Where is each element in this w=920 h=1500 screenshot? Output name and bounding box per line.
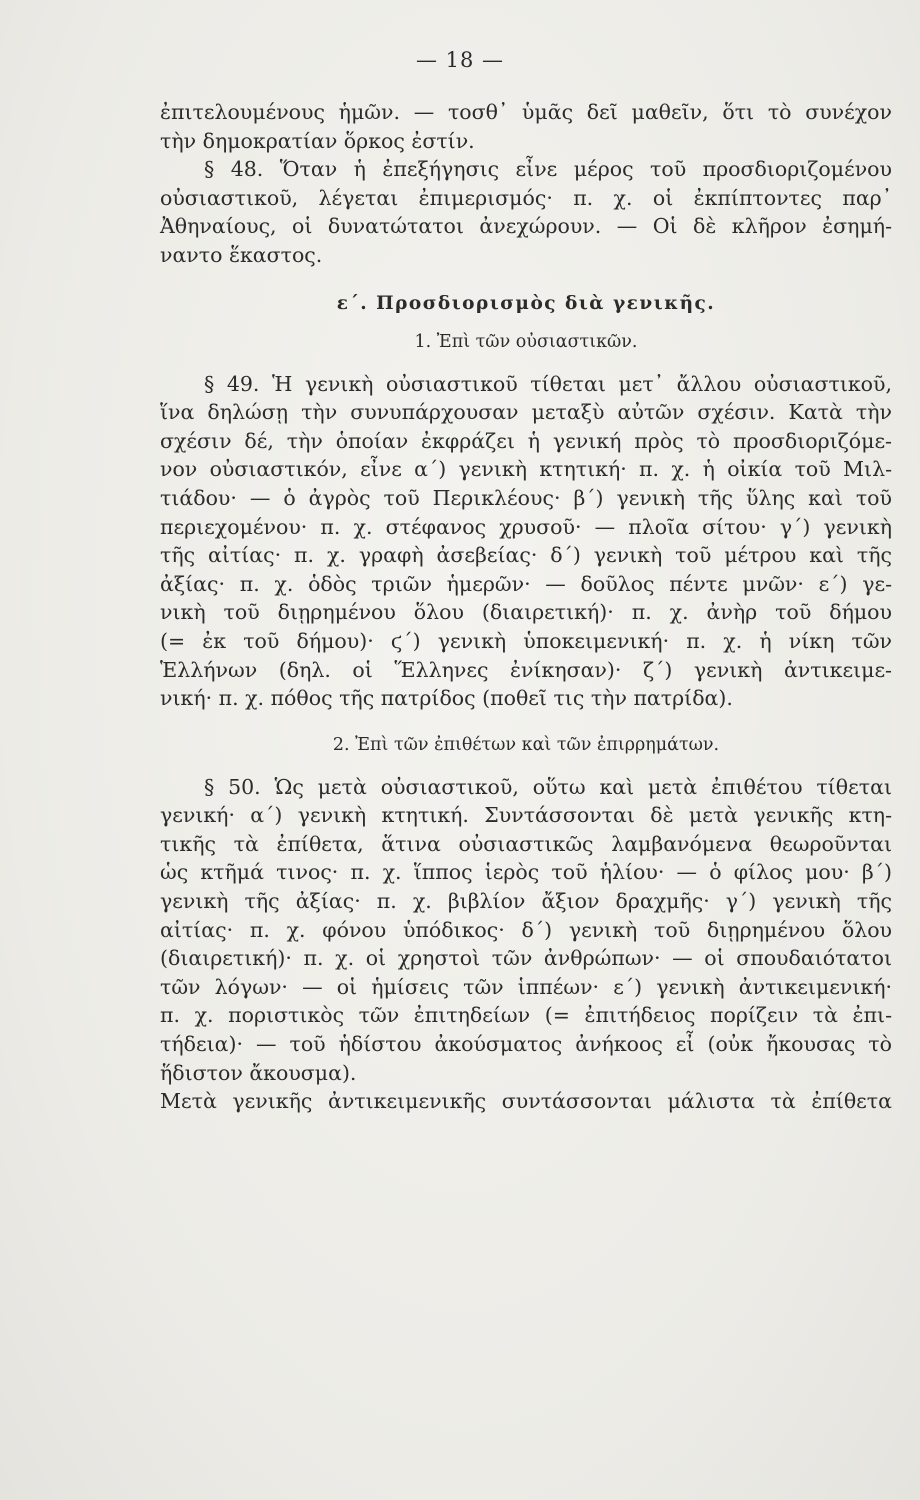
text-line: τὴν δημοκρατίαν ὅρκος ἐστίν. <box>160 128 475 153</box>
text-line: π. χ. ποριστικὸς τῶν ἐπιτηδείων (= ἐπιτήδειος πορίζειν τὰ ἐπι- <box>160 1003 892 1028</box>
text-line: τιάδου· — ὁ ἀγρὸς τοῦ Περικλέους· β΄) γενικὴ τῆς ὕλης καὶ τοῦ <box>160 485 892 510</box>
text-line: γενικὴ τῆς ἀξίας· π. χ. βιβλίον ἄξιον δραχμῆς· γ΄) γενικὴ τῆς <box>160 889 892 914</box>
chapter-heading: ε΄. Προσδιορισμὸς διὰ γενικῆς. <box>336 292 716 314</box>
subheading-2: 2. Ἐπὶ τῶν ἐπιθέτων καὶ τῶν ἐπιρρημάτων. <box>332 734 720 755</box>
text-line: νική· π. χ. πόθος τῆς πατρίδος (ποθεῖ τις τὴν πατρίδα). <box>160 686 733 711</box>
text-line: γενική· α΄) γενικὴ κτητική. Συντάσσονται δὲ μετὰ γενικῆς κτη- <box>160 803 892 828</box>
text-line: σχέσιν δέ, τὴν ὁποίαν ἐκφράζει ἡ γενική πρὸς τὸ προσδιοριζόμε- <box>160 428 892 453</box>
section-49-line: § 49. Ἡ γενικὴ οὐσιαστικοῦ τίθεται μετ᾽ ἄλλου οὐσιαστικοῦ, <box>204 371 892 396</box>
text-line: (= ἐκ τοῦ δήμου)· ϛ΄) γενικὴ ὑποκειμενική· π. χ. ἡ νίκη τῶν <box>160 628 892 653</box>
text-line: νον οὐσιαστικόν, εἶνε α΄) γενικὴ κτητική· π. χ. ἡ οἰκία τοῦ Μιλ- <box>160 457 892 482</box>
text-line: ὡς κτῆμά τινος· π. χ. ἵππος ἱερὸς τοῦ ἡλίου· — ὁ φίλος μου· β΄) <box>160 860 892 885</box>
text-line: τήδεια)· — τοῦ ἡδίστου ἀκούσματος ἀνήκοος εἶ (οὐκ ἤκουσας τὸ <box>160 1032 892 1057</box>
text-line: αἰτίας· π. χ. φόνου ὑπόδικος· δ΄) γενικὴ τοῦ διῃρημένου ὅλου <box>160 917 892 942</box>
text-line: ἵνα δηλώσῃ τὴν συνυπάρχουσαν μεταξὺ αὐτῶν σχέσιν. Κατὰ τὴν <box>160 400 892 425</box>
text-line: νικὴ τοῦ διῃρημένου ὅλου (διαιρετική)· π. χ. ἀνὴρ τοῦ δήμου <box>160 600 892 625</box>
text-line: οὐσιαστικοῦ, λέγεται ἐπιμερισμός· π. χ. οἱ ἐκπίπτοντες παρ᾽ <box>160 185 892 210</box>
text-line: τικῆς τὰ ἐπίθετα, ἅτινα οὐσιαστικῶς λαμβανόμενα θεωροῦνται <box>160 831 892 856</box>
text-line: τῶν λόγων· — οἱ ἡμίσεις τῶν ἱππέων· ε΄) γενικὴ ἀντικειμενική· <box>160 974 892 999</box>
text-line: (διαιρετική)· π. χ. οἱ χρηστοὶ τῶν ἀνθρώπων· — οἱ σπουδαιότατοι <box>160 946 892 971</box>
text-line: ἐπιτελουμένους ἡμῶν. — τοσθ᾽ ὑμᾶς δεῖ μαθεῖν, ὅτι τὸ συνέχον <box>160 100 892 124</box>
text-line: τῆς αἰτίας· π. χ. γραφὴ ἀσεβείας· δ΄) γενικὴ τοῦ μέτρου καὶ τῆς <box>160 543 892 568</box>
text-line: περιεχομένου· π. χ. στέφανος χρυσοῦ· — πλοῖα σίτου· γ΄) γενικὴ <box>160 514 892 539</box>
page-number: — 18 — <box>415 48 505 72</box>
text-line: ναντο ἕκαστος. <box>160 242 323 267</box>
section-50-line: § 50. Ὡς μετὰ οὐσιαστικοῦ, οὕτω καὶ μετὰ ἐπιθέτου τίθεται <box>204 774 892 799</box>
subheading-1: 1. Ἐπὶ τῶν οὐσιαστικῶν. <box>414 331 638 352</box>
body-text <box>160 98 892 1116</box>
section-48-line: § 48. Ὅταν ἡ ἐπεξήγησις εἶνε μέρος τοῦ προσδιοριζομένου <box>204 157 892 182</box>
text-line: Ἀθηναίους, οἱ δυνατώτατοι ἀνεχώρουν. — Οἱ δὲ κλῆρον ἐσημή- <box>160 214 892 239</box>
text-line: Μετὰ γενικῆς ἀντικειμενικῆς συντάσσονται μάλιστα τὰ ἐπίθετα <box>160 1089 892 1114</box>
text-line: ἀξίας· π. χ. ὁδὸς τριῶν ἡμερῶν· — δοῦλος πέντε μνῶν· ε΄) γε- <box>160 571 892 596</box>
text-line: Ἑλλήνων (δηλ. οἱ Ἕλληνες ἐνίκησαν)· ζ΄) γενικὴ ἀντικειμε- <box>160 657 892 682</box>
text-line: ἥδιστον ἄκουσμα). <box>160 1060 357 1085</box>
